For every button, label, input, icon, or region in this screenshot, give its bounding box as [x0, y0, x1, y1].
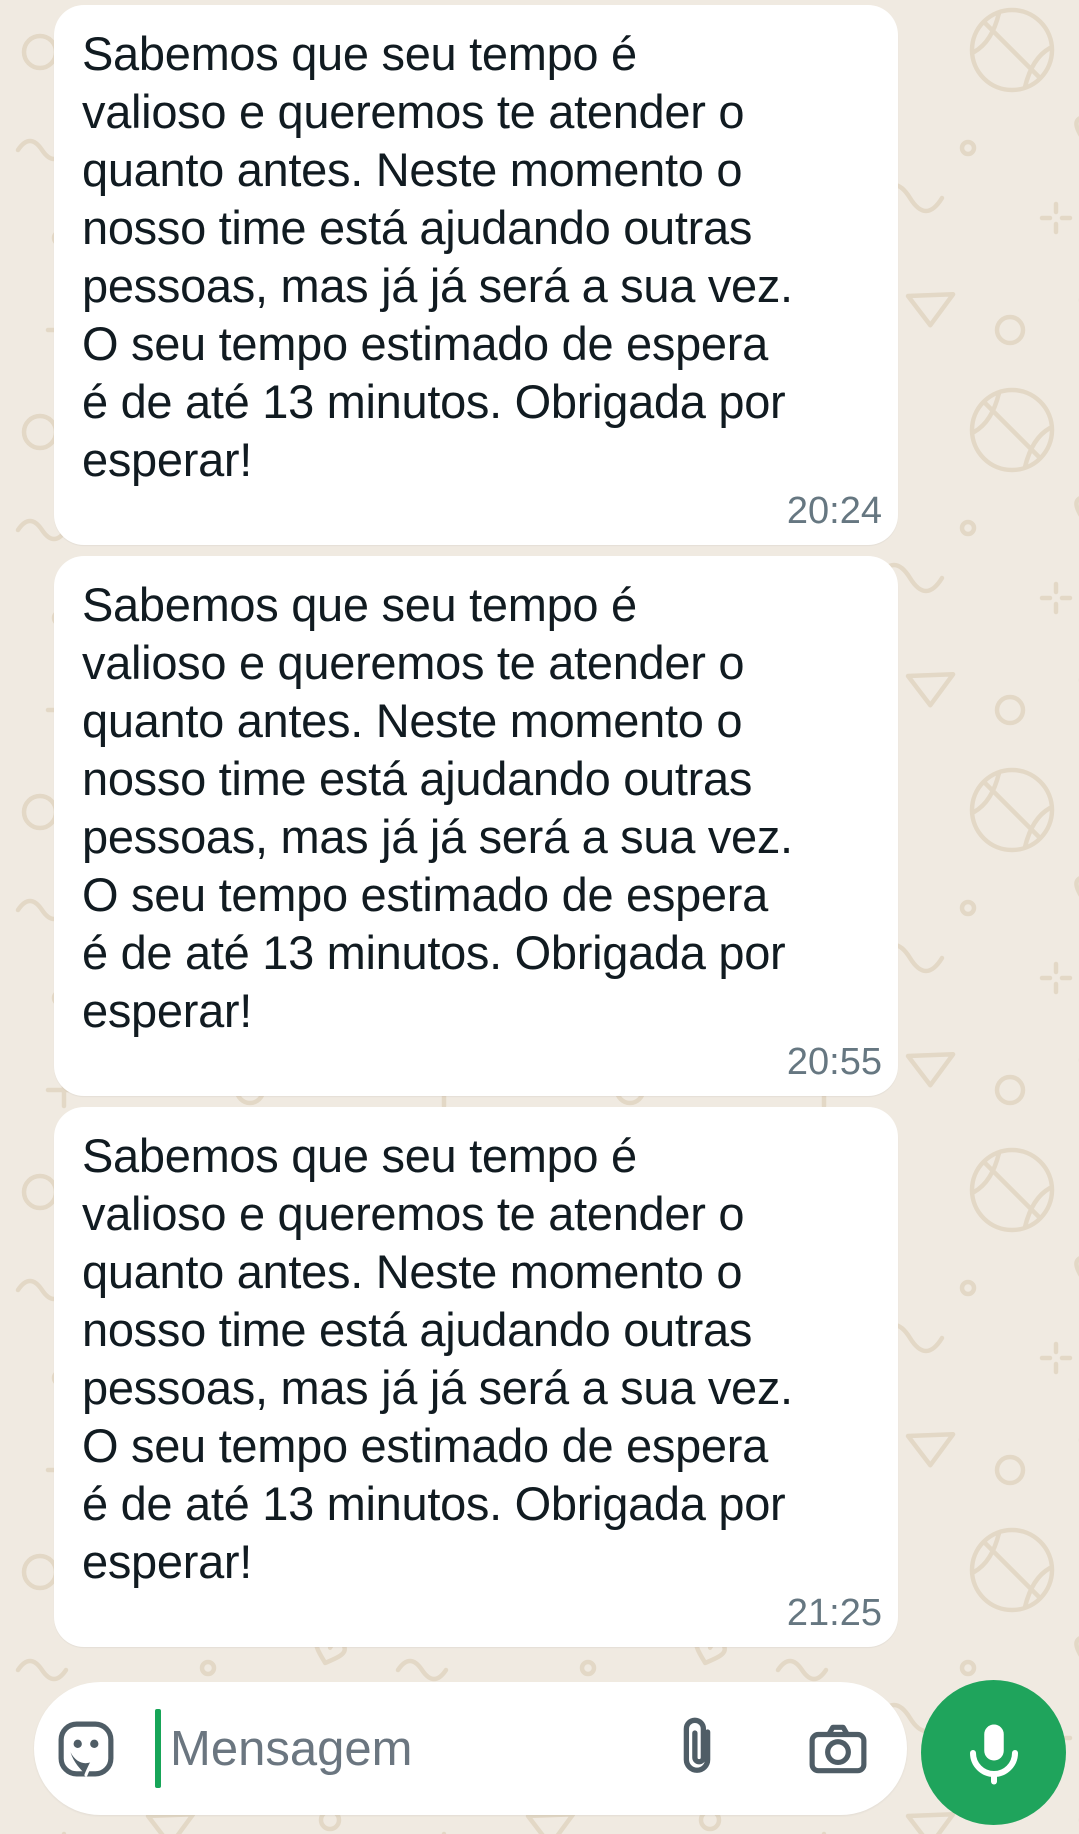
message-line: pessoas, mas já já será a sua vez. [82, 259, 793, 312]
message-line: valioso e queremos te atender o [82, 1187, 745, 1240]
message-line: é de até 13 minutos. Obrigada por [82, 926, 786, 979]
message-text [82, 25, 872, 489]
message-text [82, 1127, 872, 1591]
message-line: nosso time está ajudando outras [82, 1303, 753, 1356]
message-line: é de até 13 minutos. Obrigada por [82, 1477, 786, 1530]
message-line: O seu tempo estimado de espera [82, 317, 768, 370]
message-line: O seu tempo estimado de espera [82, 1419, 768, 1472]
message-timestamp: 20:24 [786, 490, 882, 532]
paperclip-icon [672, 1715, 722, 1783]
message-list [54, 5, 898, 1647]
message-placeholder: Mensagem [170, 1721, 413, 1776]
incoming-message-bubble[interactable] [54, 556, 898, 1096]
text-cursor [155, 1709, 161, 1788]
message-line: Sabemos que seu tempo é [82, 1129, 637, 1182]
message-line: quanto antes. Neste momento o [82, 694, 743, 747]
message-line: Sabemos que seu tempo é [82, 27, 637, 80]
message-line: O seu tempo estimado de espera [82, 868, 768, 921]
message-input[interactable] [34, 1682, 907, 1815]
message-line: pessoas, mas já já será a sua vez. [82, 1361, 793, 1414]
message-line: valioso e queremos te atender o [82, 636, 745, 689]
message-line: nosso time está ajudando outras [82, 201, 753, 254]
sticker-icon [57, 1720, 115, 1778]
message-line: nosso time está ajudando outras [82, 752, 753, 805]
message-line: valioso e queremos te atender o [82, 85, 745, 138]
message-line: esperar! [82, 433, 253, 486]
message-timestamp: 21:25 [786, 1592, 882, 1634]
mic-icon [958, 1717, 1030, 1789]
message-text [82, 576, 872, 1040]
camera-icon [808, 1723, 868, 1775]
incoming-message-bubble[interactable] [54, 1107, 898, 1647]
message-line: esperar! [82, 1535, 253, 1588]
message-line: quanto antes. Neste momento o [82, 143, 743, 196]
incoming-message-bubble[interactable] [54, 5, 898, 545]
message-line: Sabemos que seu tempo é [82, 578, 637, 631]
sticker-button[interactable] [57, 1720, 115, 1778]
message-line: pessoas, mas já já será a sua vez. [82, 810, 793, 863]
camera-button[interactable] [808, 1723, 868, 1775]
message-line: é de até 13 minutos. Obrigada por [82, 375, 786, 428]
mic-button[interactable] [921, 1680, 1066, 1825]
attach-button[interactable] [672, 1715, 722, 1783]
message-timestamp: 20:55 [786, 1041, 882, 1083]
message-line: quanto antes. Neste momento o [82, 1245, 743, 1298]
message-line: esperar! [82, 984, 253, 1037]
